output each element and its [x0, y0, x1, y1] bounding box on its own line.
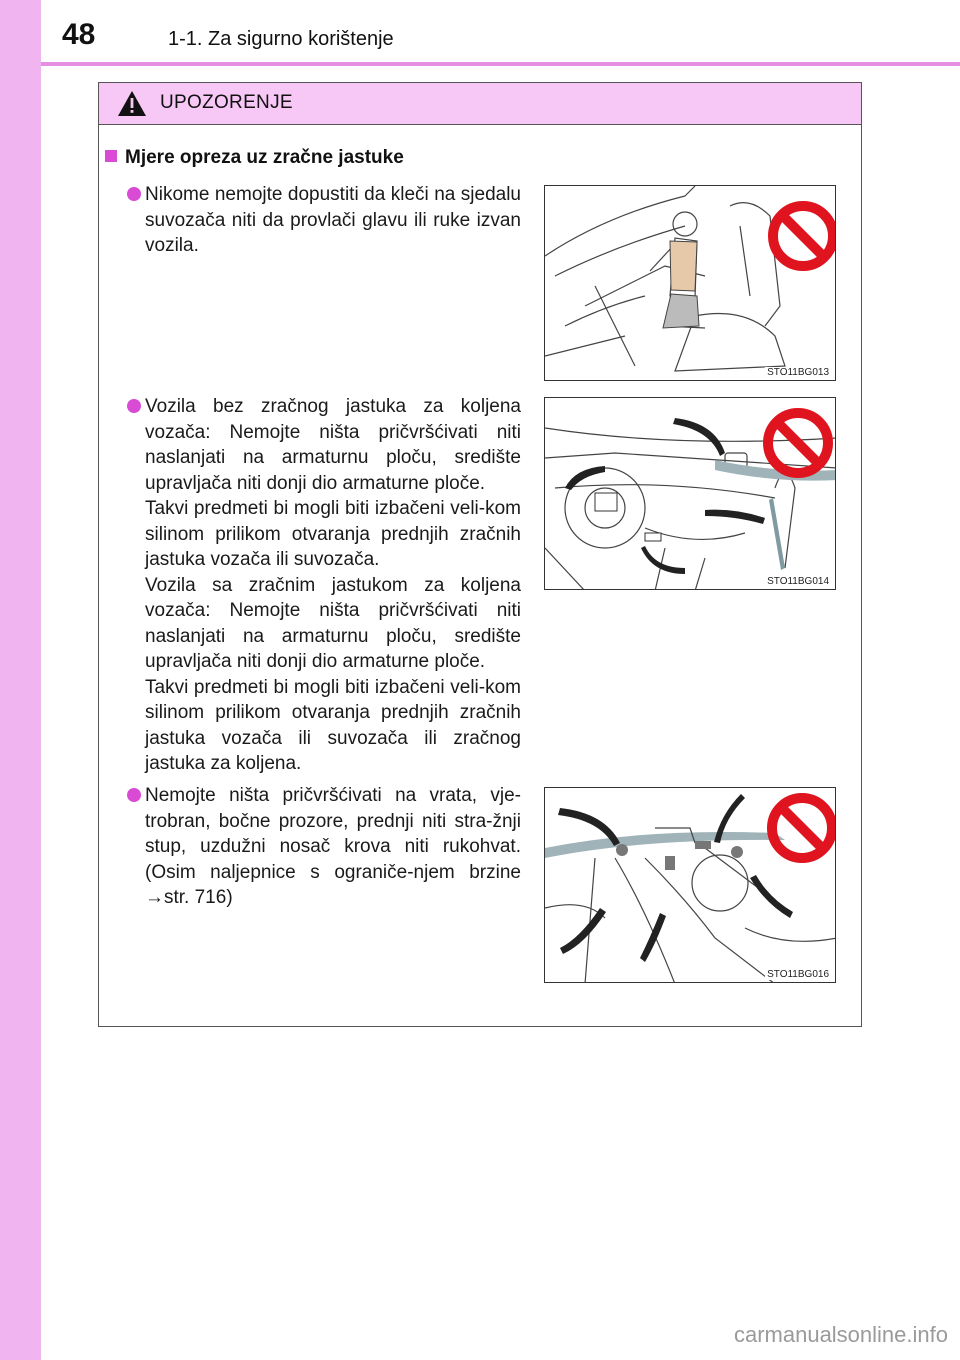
warning-triangle-icon: [117, 90, 147, 117]
round-bullet-icon: [127, 399, 141, 413]
page-number: 48: [62, 18, 96, 51]
bullet-paragraph: Takvi predmeti bi mogli biti izbačeni veli-kom silinom prilikom otvaranja prednjih zračnih jastuka vozača ili suvozača.: [145, 498, 521, 570]
cabin-pillars-illustration-icon: [545, 788, 836, 983]
bullet-item-2: [128, 394, 521, 777]
bullet-paragraph: Nikome nemojte dopustiti da kleči na sjedalu suvozača niti da provlači glavu ili ruke izvan vozila.: [145, 184, 521, 256]
bullet-item-3: [128, 783, 521, 911]
bullet-paragraph: Vozila sa zračnim jastukom za koljena vozača: Nemojte ništa pričvršćivati niti naslanjati na armaturnu ploču, središte upravljača niti donji dio armaturne ploče.: [145, 574, 521, 672]
warning-label: UPOZORENJE: [160, 92, 293, 113]
child-kneeling-on-seat-illustration-icon: [545, 186, 836, 381]
figure-1: [544, 185, 836, 381]
warning-box: [98, 82, 862, 1027]
dashboard-objects-illustration-icon: [545, 398, 836, 590]
round-bullet-icon: [127, 187, 141, 201]
watermark: carmanualsonline.info: [733, 1322, 948, 1347]
subheading: Mjere opreza uz zračne jastuke: [105, 147, 404, 169]
figure-2: [544, 397, 836, 590]
square-bullet-icon: [105, 150, 117, 162]
header-rule: [41, 62, 960, 66]
bullet-item-1: [128, 182, 521, 259]
bullet-paragraph: Nemojte ništa pričvršćivati na vrata, vje-trobran, bočne prozore, prednji niti stra-žnji stup, uzdužni nosač krova niti rukohvat. (Osim naljepnice s ograniče-njem brzine →str. 716): [145, 785, 521, 908]
section-title: 1-1. Za sigurno korištenje: [168, 28, 394, 50]
figure-code: STO11BG014: [767, 576, 829, 587]
side-tab-bar: [0, 0, 41, 1360]
round-bullet-icon: [127, 788, 141, 802]
figure-3: [544, 787, 836, 983]
warning-header: [99, 83, 861, 125]
bullet-paragraph: Vozila bez zračnog jastuka za koljena vozača: Nemojte ništa pričvršćivati niti naslanjati na armaturnu ploču, središte upravljača niti donji dio armaturne ploče.: [145, 396, 521, 494]
bullet-paragraph: Takvi predmeti bi mogli biti izbačeni veli-kom silinom prilikom otvaranja prednjih zračnih jastuka vozača ili suvozača ili zračnog jastuka za koljena.: [145, 676, 521, 774]
figure-code: STO11BG016: [767, 969, 829, 980]
figure-code: STO11BG013: [767, 367, 829, 378]
